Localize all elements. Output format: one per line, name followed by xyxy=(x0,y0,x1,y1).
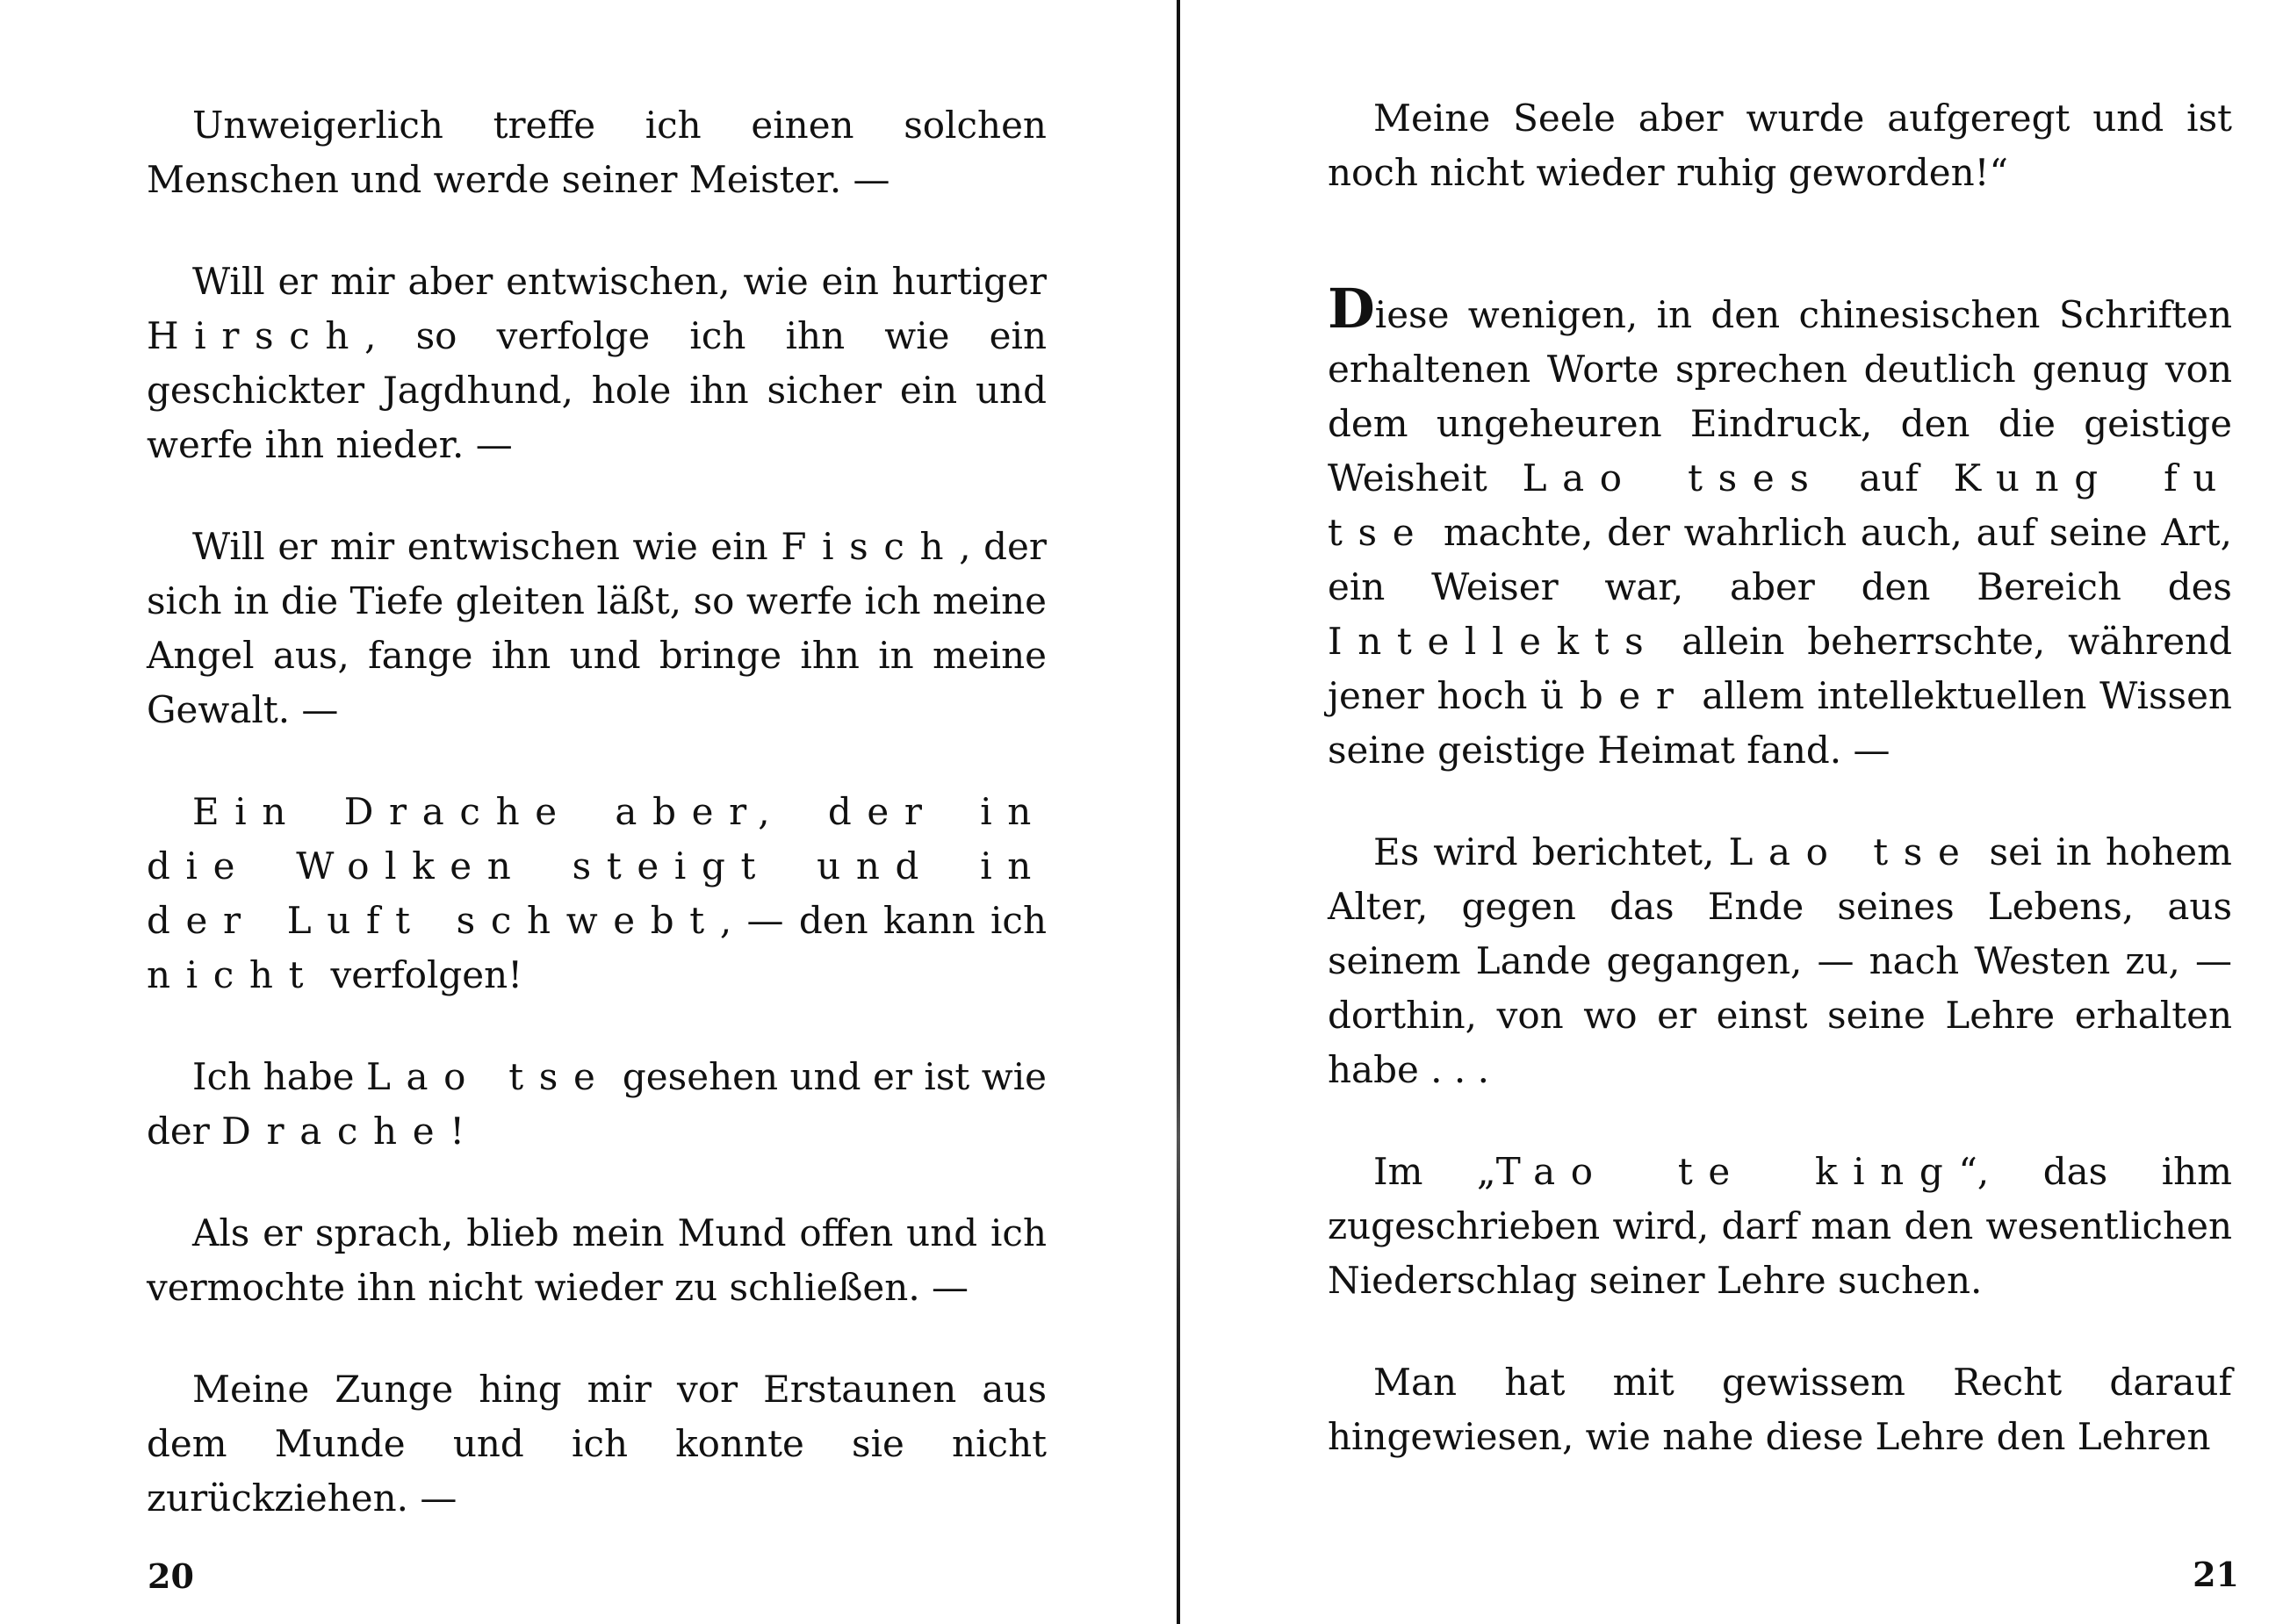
initial-letter: D xyxy=(1328,277,1375,341)
paragraph: Es wird berichtet, Lao tse sei in hohem Alter, gegen das Ende seines Lebens, aus seinem Lande gegangen, — nach Westen zu, — dorthin, von wo er einst seine Lehre erhalten habe . . . xyxy=(1328,830,2232,1091)
left-text-column xyxy=(147,98,1047,1573)
spaced-word: Kung fu tse xyxy=(1328,456,2233,554)
paragraph: Ein Drache aber, der in die Wolken steigt und in der Luft schwebt, — den kann ich nicht verfolgen! xyxy=(147,790,1048,996)
paragraph: Ich habe Lao tse gesehen und er ist wie der Drache! xyxy=(147,1055,1047,1153)
spaced-word: Tao te king xyxy=(1495,1150,1959,1193)
right-text-column xyxy=(1328,91,2232,1512)
paragraph: Diese wenigen, in den chinesischen Schriften erhaltenen Worte sprechen deutlich genug von dem ungeheuren Eindruck, den die geistige Weisheit Lao tses auf Kung fu tse machte, der wahrlich auch, auf seine Art, ein Weiser war, aber den Bereich des Intellekts allein beherrschte, während jener hoch über allem intellektuellen Wissen seine geistige Heimat fand. — xyxy=(1328,277,2233,772)
paragraph: Unweigerlich treffe ich einen solchen Menschen und werde seiner Meister. — xyxy=(147,104,1047,201)
spaced-word: nicht xyxy=(147,953,320,996)
right-page xyxy=(1185,0,2283,1624)
spaced-word: Fisch xyxy=(781,525,960,568)
paragraph: Als er sprach, blieb mein Mund offen und ich vermochte ihn nicht wieder zu schließen. — xyxy=(147,1211,1047,1309)
paragraph: Will er mir aber entwischen, wie ein hurtiger Hirsch, so verfolge ich ihn wie ein geschickter Jagdhund, hole ihn sicher ein und werfe ihn nieder. — xyxy=(147,260,1047,466)
page-number-left: 20 xyxy=(148,1556,194,1596)
spaced-phrase: Ein Drache aber, der in die Wolken steigt und in der Luft schwebt xyxy=(147,790,1047,942)
paragraph: Man hat mit gewissem Recht darauf hingewiesen, wie nahe diese Lehre den Lehren xyxy=(1328,1361,2232,1458)
paragraph: Meine Seele aber wurde aufgeregt und ist noch nicht wieder ruhig geworden!“ xyxy=(1328,97,2232,194)
paragraph: Meine Zunge hing mir vor Erstaunen aus dem Munde und ich konnte sie nicht zurückziehen. — xyxy=(147,1368,1047,1520)
paragraph: Will er mir entwischen wie ein Fisch, der sich in die Tiefe gleiten läßt, so werfe ich meine Angel aus, fange ihn und bringe ihn in meine Gewalt. — xyxy=(147,525,1047,731)
paragraph: Im „Tao te king“, das ihm zugeschrieben wird, darf man den wesentlichen Niederschlag seiner Lehre suchen. xyxy=(1328,1150,2232,1302)
book-gutter xyxy=(1177,0,1180,1624)
spaced-word: Lao tse xyxy=(365,1055,611,1098)
spaced-word: Lao tses xyxy=(1522,456,1825,499)
spaced-word: Drache xyxy=(221,1110,450,1153)
spaced-word: über xyxy=(1540,674,1689,717)
spaced-word: Hirsch xyxy=(147,314,365,357)
spaced-word: Lao tse xyxy=(1728,830,1976,873)
spaced-word: Intellekts xyxy=(1328,620,1660,663)
page-number-right: 21 xyxy=(2193,1555,2239,1594)
